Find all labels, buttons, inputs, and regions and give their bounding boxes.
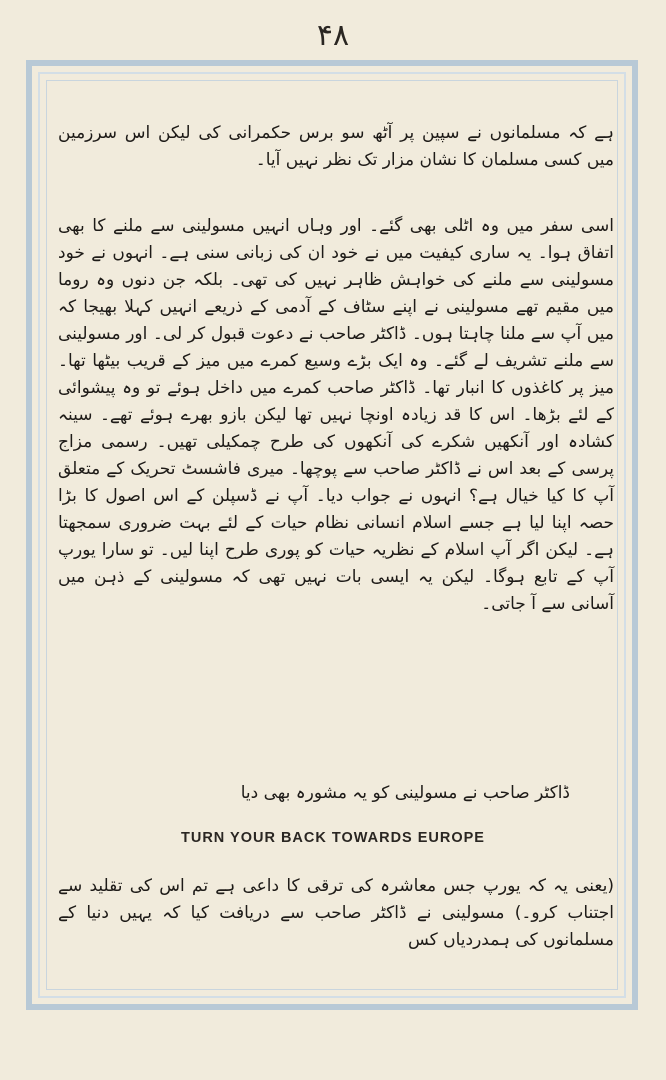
paragraph-translation: (یعنی یہ کہ یورپ جس معاشرہ کی ترقی کا داعی ہے تم اس کی تقلید سے اجتناب کرو۔) مسولینی نے ڈاکٹر صاحب سے دریافت کیا کہ یہیں دنیا کے مسلمانوں کی ہمدردیاں کس (58, 876, 614, 950)
paragraph-advice: ڈاکٹر صاحب نے مسولینی کو یہ مشورہ بھی دیا (240, 783, 570, 803)
english-quote: TURN YOUR BACK TOWARDS EUROPE (181, 830, 485, 846)
paragraph-italy-mussolini: اسی سفر میں وہ اٹلی بھی گئے۔ اور وہاں انہیں مسولینی سے ملنے کا بھی اتفاق ہوا۔ یہ ساری کیفیت میں نے خود ان کی زبانی سنی ہے۔ انہوں نے خود مسولینی سے ملنے کی خواہش ظاہر نہیں کی تھی۔ بلکہ جن دنوں وہ روما میں مقیم تھے مسولینی نے اپنے سٹاف کے آدمی کے ذریعے انہیں کہلا بھیجا کہ میں آپ سے ملنا چاہتا ہوں۔ ڈاکٹر صاحب نے دعوت قبول کر لی۔ اور مسولینی سے ملنے تشریف لے گئے۔ وہ ایک بڑے وسیع کمرے میں میز کے قریب بیٹھا تھا۔ میز پر کاغذوں کا انبار تھا۔ ڈاکٹر صاحب کمرے میں داخل ہوئے تو وہ پیشوائی کے لئے بڑھا۔ اس کا قد زیادہ اونچا نہیں تھا لیکن بازو بھرے ہوئے تھے۔ سینہ کشادہ اور آنکھیں شکرے کی آنکھوں کی طرح چمکیلی تھیں۔ رسمی مزاج پرسی کے بعد اس نے ڈاکٹر صاحب سے پوچھا۔ میری فاشسٹ تحریک کے متعلق آپ کا کیا خیال ہے؟ انہوں نے جواب دیا۔ آپ نے ڈسپلن کے اس اصول کا بڑا حصہ اپنا لیا ہے جسے اسلام انسانی نظام حیات کے لئے بہت ضروری سمجھتا ہے۔ لیکن اگر آپ اسلام کے نظریہ حیات کو پوری طرح اپنا لیں۔ تو سارا یورپ آپ کے تابع ہوگا۔ لیکن یہ ایسی بات نہیں تھی کہ مسولینی کے ذہن میں آسانی سے آ جاتی۔ (58, 216, 614, 614)
paragraph-spain: ہے کہ مسلمانوں نے سپین پر آٹھ سو برس حکمرانی کی لیکن اس سرزمین میں کسی مسلمان کا نشان مزار تک نظر نہیں آیا۔ (58, 123, 614, 170)
page-number: ۴۸ (316, 18, 350, 53)
